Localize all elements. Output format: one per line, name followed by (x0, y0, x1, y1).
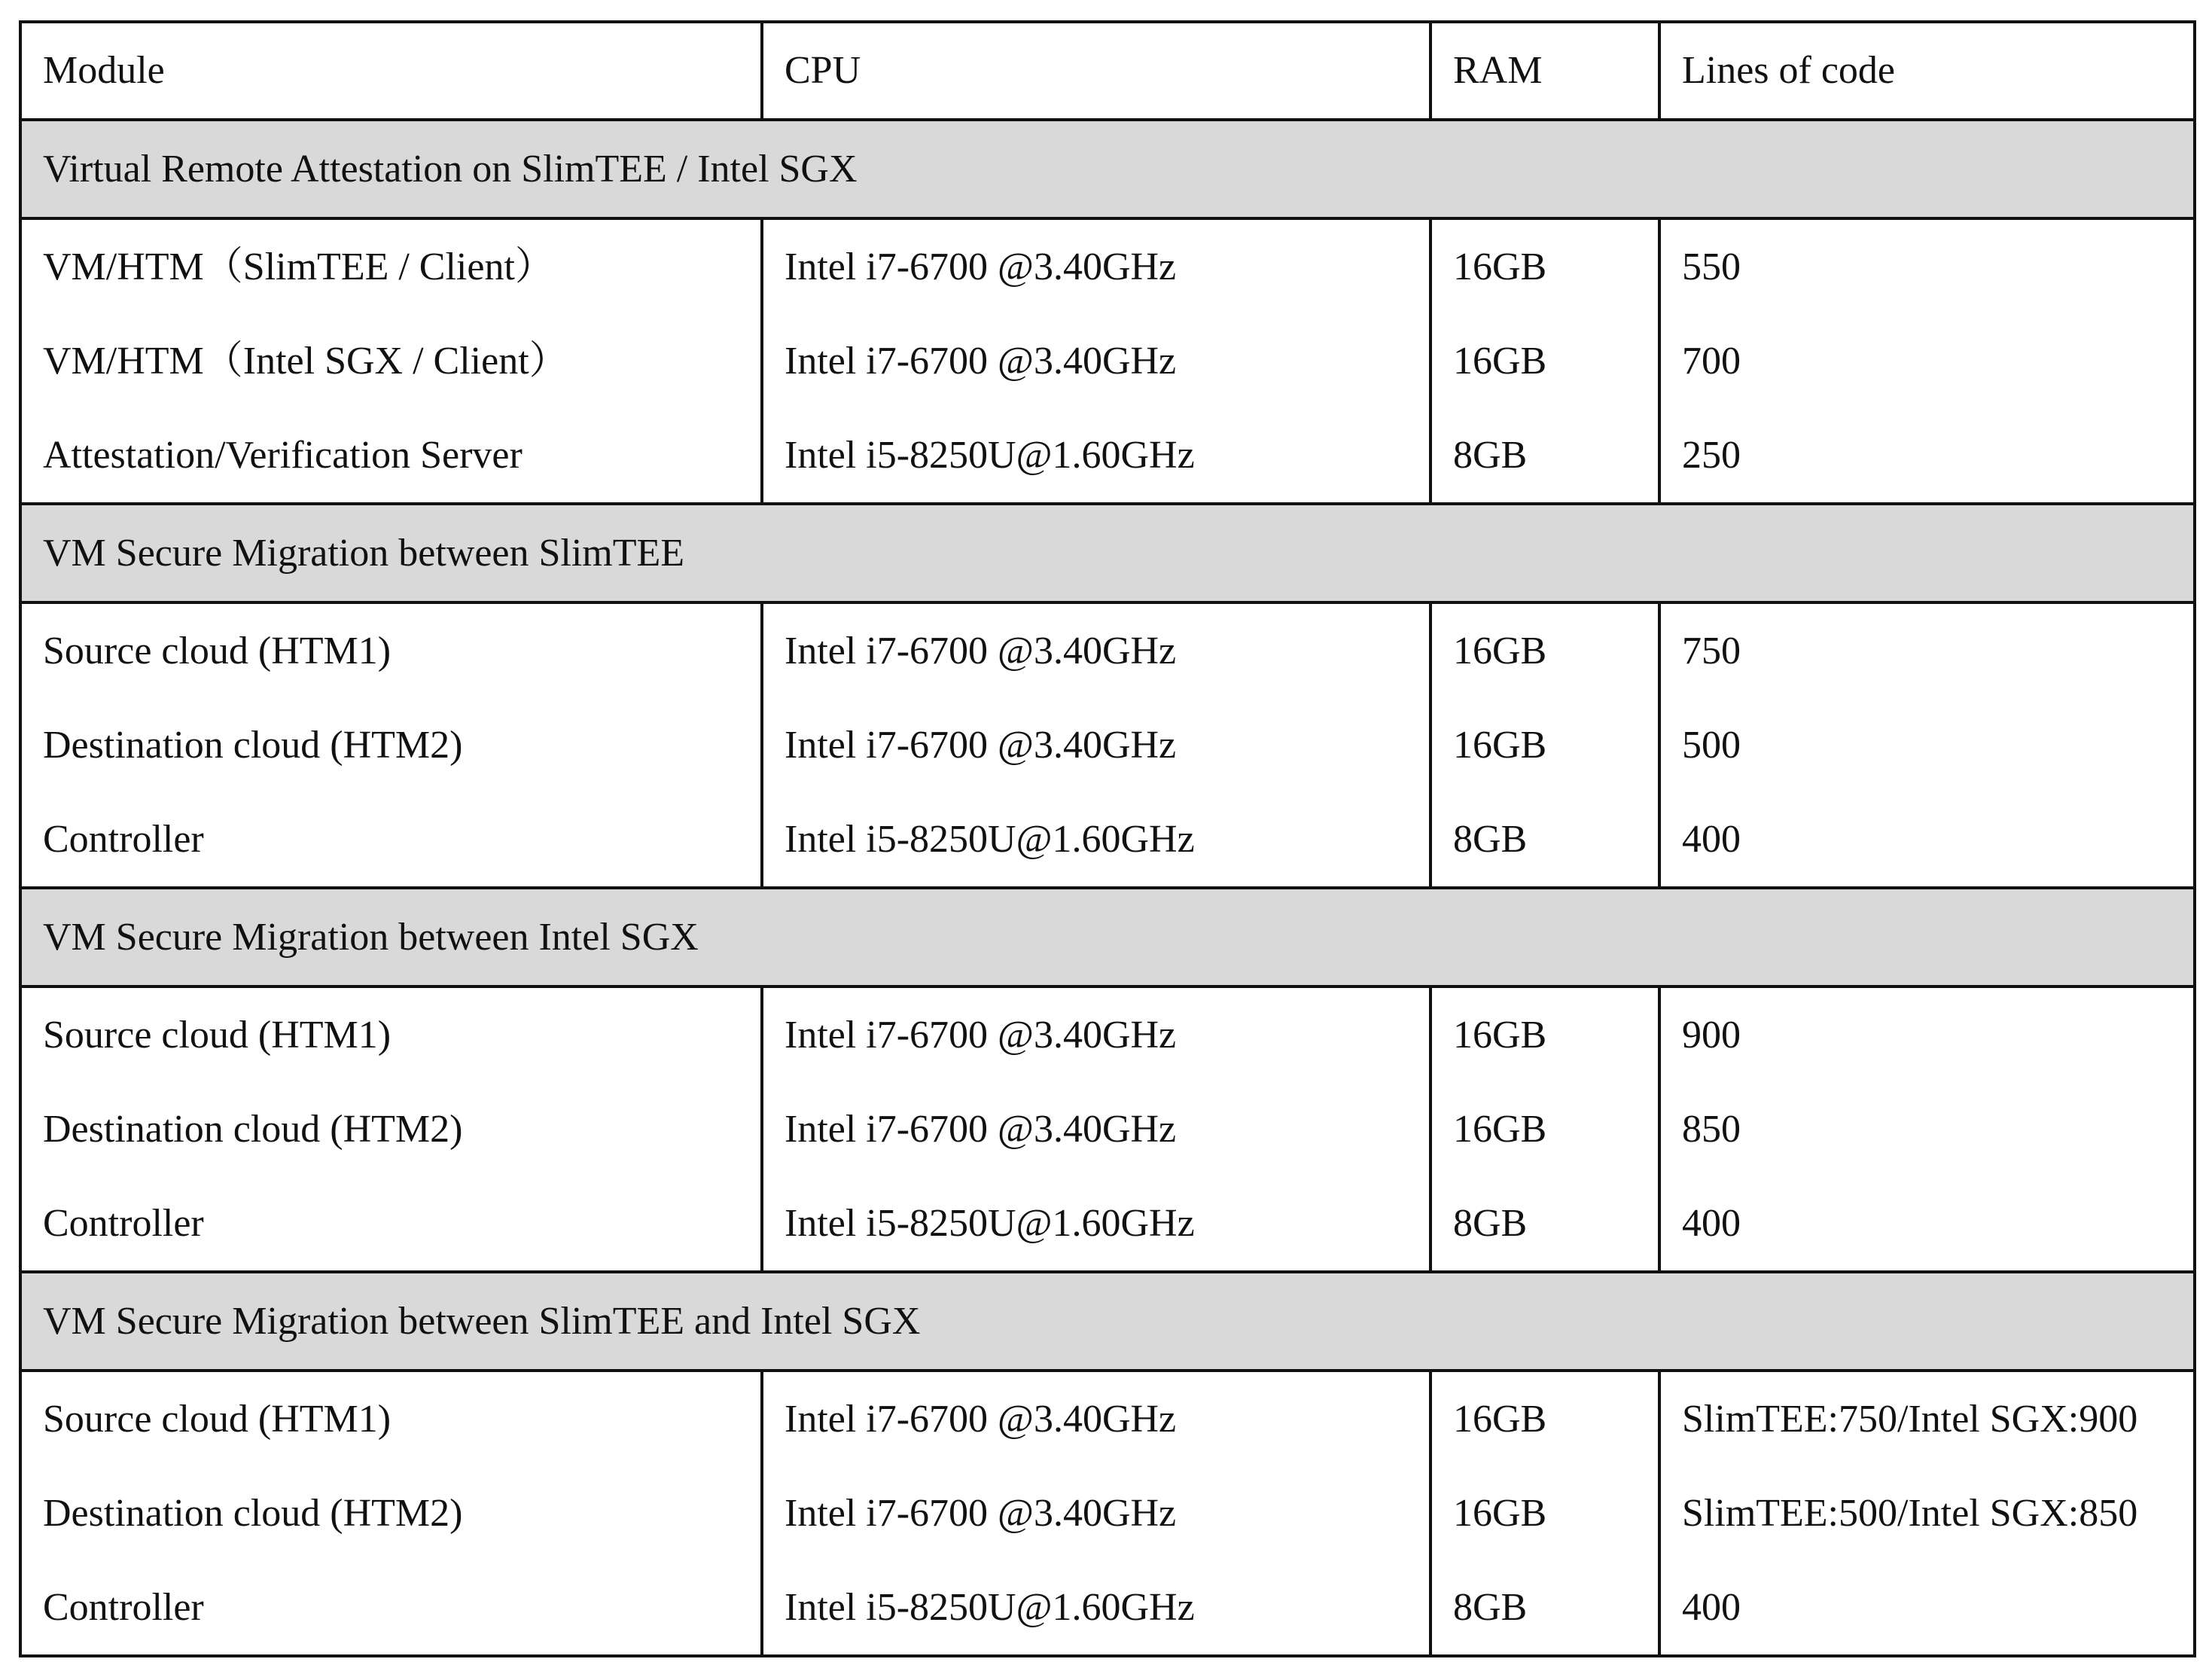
section-rows (20, 218, 2195, 504)
table-header (20, 22, 2195, 120)
table-row (20, 314, 2195, 408)
cell-lines-of-code: 750 (1659, 602, 2195, 698)
cell-lines-of-code: SlimTEE:750/Intel SGX:900 (1659, 1371, 2195, 1466)
cell-cpu: Intel i5-8250U@1.60GHz (762, 1176, 1430, 1272)
cell-ram: 8GB (1430, 408, 1659, 504)
cell-cpu: Intel i5-8250U@1.60GHz (762, 792, 1430, 888)
table-row (20, 698, 2195, 792)
cell-lines-of-code: 900 (1659, 987, 2195, 1082)
header-module: Module (20, 22, 762, 120)
section-title-row (20, 504, 2195, 602)
table-row (20, 1466, 2195, 1560)
cell-lines-of-code: 250 (1659, 408, 2195, 504)
section-rows (20, 987, 2195, 1272)
cell-ram: 16GB (1430, 314, 1659, 408)
cell-module: VM/HTM（SlimTEE / Client） (20, 218, 762, 314)
cell-cpu: Intel i7-6700 @3.40GHz (762, 218, 1430, 314)
cell-lines-of-code: 400 (1659, 792, 2195, 888)
table-row (20, 792, 2195, 888)
cell-ram: 16GB (1430, 1371, 1659, 1466)
cell-cpu: Intel i5-8250U@1.60GHz (762, 408, 1430, 504)
table-row (20, 408, 2195, 504)
cell-cpu: Intel i7-6700 @3.40GHz (762, 314, 1430, 408)
cell-module: Destination cloud (HTM2) (20, 1466, 762, 1560)
cell-ram: 16GB (1430, 218, 1659, 314)
section-title-row (20, 120, 2195, 218)
cell-lines-of-code: 400 (1659, 1560, 2195, 1656)
cell-cpu: Intel i5-8250U@1.60GHz (762, 1560, 1430, 1656)
section-title: VM Secure Migration between SlimTEE (20, 504, 2195, 602)
header-lines-of-code: Lines of code (1659, 22, 2195, 120)
table-row (20, 218, 2195, 314)
cell-module: Source cloud (HTM1) (20, 602, 762, 698)
section-title-row (20, 1272, 2195, 1371)
section-title: VM Secure Migration between Intel SGX (20, 888, 2195, 987)
cell-module: Source cloud (HTM1) (20, 1371, 762, 1466)
section-title-row (20, 888, 2195, 987)
section-rows (20, 1371, 2195, 1656)
table-row (20, 1082, 2195, 1176)
header-row (20, 22, 2195, 120)
hardware-spec-table (19, 20, 2196, 1657)
cell-cpu: Intel i7-6700 @3.40GHz (762, 698, 1430, 792)
cell-lines-of-code: 850 (1659, 1082, 2195, 1176)
cell-cpu: Intel i7-6700 @3.40GHz (762, 1082, 1430, 1176)
table-row (20, 987, 2195, 1082)
table-row (20, 602, 2195, 698)
cell-ram: 8GB (1430, 792, 1659, 888)
cell-module: Attestation/Verification Server (20, 408, 762, 504)
cell-cpu: Intel i7-6700 @3.40GHz (762, 1466, 1430, 1560)
section-title-body (20, 888, 2195, 987)
header-cpu: CPU (762, 22, 1430, 120)
cell-module: Source cloud (HTM1) (20, 987, 762, 1082)
cell-ram: 8GB (1430, 1560, 1659, 1656)
cell-lines-of-code: 500 (1659, 698, 2195, 792)
cell-lines-of-code: 400 (1659, 1176, 2195, 1272)
cell-lines-of-code: 700 (1659, 314, 2195, 408)
table-row (20, 1371, 2195, 1466)
cell-ram: 16GB (1430, 698, 1659, 792)
cell-ram: 8GB (1430, 1176, 1659, 1272)
section-title: Virtual Remote Attestation on SlimTEE / Intel SGX (20, 120, 2195, 218)
cell-cpu: Intel i7-6700 @3.40GHz (762, 602, 1430, 698)
cell-cpu: Intel i7-6700 @3.40GHz (762, 1371, 1430, 1466)
cell-ram: 16GB (1430, 1082, 1659, 1176)
section-title: VM Secure Migration between SlimTEE and Intel SGX (20, 1272, 2195, 1371)
table-row (20, 1560, 2195, 1656)
cell-module: Destination cloud (HTM2) (20, 1082, 762, 1176)
cell-ram: 16GB (1430, 602, 1659, 698)
cell-module: Controller (20, 792, 762, 888)
cell-module: Controller (20, 1560, 762, 1656)
section-title-body (20, 504, 2195, 602)
section-title-body (20, 1272, 2195, 1371)
section-rows (20, 602, 2195, 888)
cell-ram: 16GB (1430, 1466, 1659, 1560)
section-title-body (20, 120, 2195, 218)
cell-module: Destination cloud (HTM2) (20, 698, 762, 792)
cell-module: Controller (20, 1176, 762, 1272)
table-row (20, 1176, 2195, 1272)
cell-lines-of-code: 550 (1659, 218, 2195, 314)
cell-ram: 16GB (1430, 987, 1659, 1082)
cell-module: VM/HTM（Intel SGX / Client） (20, 314, 762, 408)
header-ram: RAM (1430, 22, 1659, 120)
cell-lines-of-code: SlimTEE:500/Intel SGX:850 (1659, 1466, 2195, 1560)
cell-cpu: Intel i7-6700 @3.40GHz (762, 987, 1430, 1082)
